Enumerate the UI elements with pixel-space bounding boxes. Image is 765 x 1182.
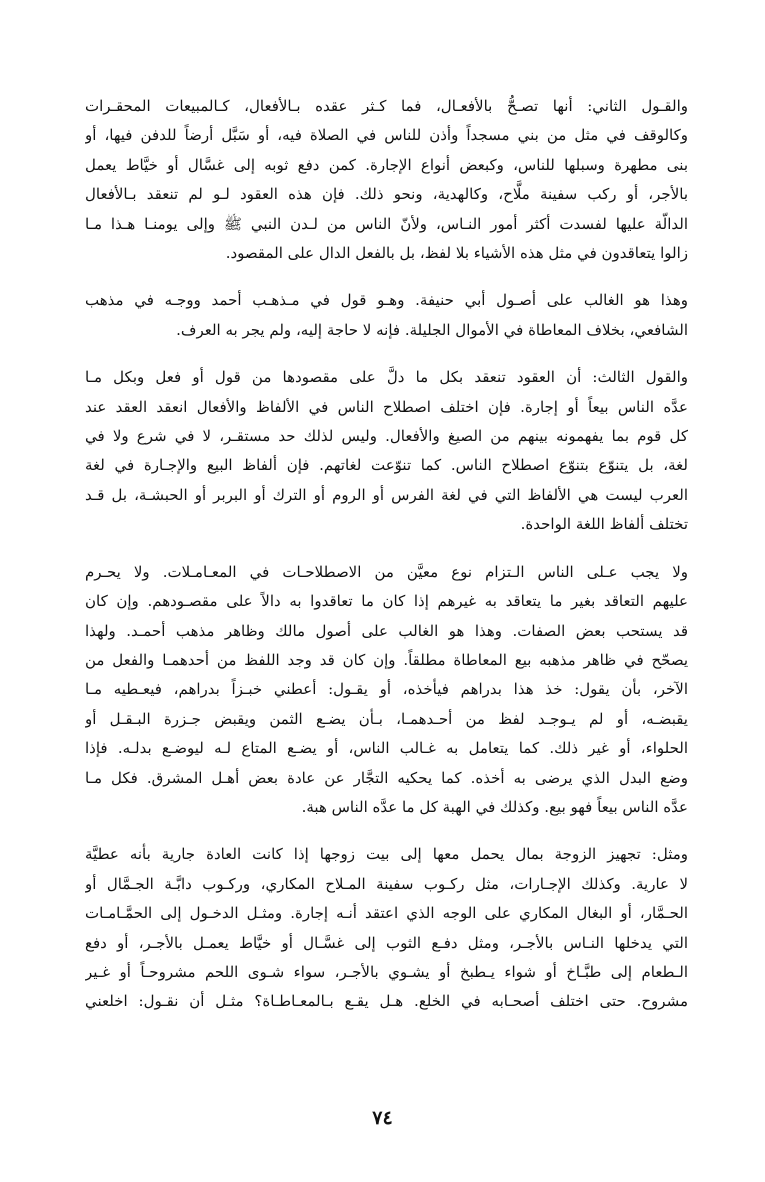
text-line: ولا يجب عـلى الناس الـتزام نوع معيَّن من الاصطلاحـات في المعـامـلات. ولا يحـرم (85, 562, 688, 581)
text-line: التي يدخلها النـاس بالأجـر، ومثل دفـع الثوب إلى غسَّـال أو خيَّاط يعمـل بالأجـر، أو دفع (85, 933, 688, 952)
book-page (85, 92, 688, 1035)
text-line: عدَّه الناس بيعاً أو إجارة. فإن اختلف اصطلاح الناس في الألفاظ والأفعال انعقد العقد عند (85, 397, 688, 416)
text-line: قد يستحب بعض الصفات. وهذا هو الغالب على أصول مالك وظاهر مذهب أحمـد. ولهذا (85, 621, 688, 640)
paragraph (85, 363, 688, 539)
text-line: وهذا هو الغالب على أصـول أبي حنيفة. وهـو قول في مـذهـب أحمد ووجـه في مذهب (85, 291, 688, 310)
text-line: والقول الثالث: أن العقود تنعقد بكل ما دلَّ على مقصودها من قول أو فعل وبكل مـا (85, 368, 688, 387)
paragraph (85, 92, 688, 268)
text-line: يقبضـه، أو لم يـوجـد لفظ من أحـدهمـا، بـأن يضـع الثمن ويقبض جـزرة البـقـل أو (85, 709, 688, 728)
text-line: وكالوقف في مثل من بني مسجداً وأذن للناس في الصلاة فيه، أو سَبَّل أرضاً للدفن فيها، أو (85, 126, 688, 145)
text-line: يصحّح في ظاهر مذهبه بيع المعاطاة مطلقاً. وإن كان قد وجد اللفظ من أحدهمـا والفعل من (85, 650, 688, 669)
paragraph (85, 558, 688, 823)
text-line: وضع البدل الذي يرضى به أخذه. كما يحكيه التجَّار عن عادة بعض أهـل المشرق. فكل مـا (85, 768, 688, 787)
text-line: والقـول الثاني: أنها تصـحُّ بالأفعـال، فما كـثر عقده بـالأفعال، كـالمبيعات المحقـرات (85, 97, 688, 115)
text-line: عليهم التعاقد بغير ما يتعاقد به غيرهم إذا كان ما تعاقدوا به دالاً على مقصـودهم. وإن كان (85, 592, 688, 611)
text-line: مشروح. حتى اختلف أصحـابه في الخلع. هـل يقـع بـالمعـاطـاة؟ مثـل أن نقـول: اخلعني (85, 992, 688, 1011)
text-line: الحلواء، أو غير ذلك. كما يتعامل به غـالب الناس، أو يضـع المتاع لـه ليوضـع بدلـه. فإذا (85, 739, 688, 758)
text-line: لغة، بل يتنوّع بتنوّع اصطلاح الناس. كما تنوّعت لغاتهم. فإن ألفاظ البيع والإجـارة في لغة (85, 456, 688, 475)
text-line: بنى مطهرة وسبلها للناس، وكبعض أنواع الإجارة. كمن دفع ثوبه إلى غسَّال أو خيَّاط يعمل (85, 155, 688, 174)
text-line: ومثل: تجهيز الزوجة بمال يحمل معها إلى بيت زوجها إذا كانت العادة جارية بأنه عطيَّة (85, 845, 688, 864)
text-line: الآخر، بأن يقول: خذ هذا بدراهم فيأخذه، أو يقـول: أعطني خبـزاً بدراهم، فيعـطيه مـا (85, 680, 688, 699)
text-line: عدَّه الناس بيعاً فهو بيع. وكذلك في الهبة كل ما عدَّه الناس هبة. (301, 797, 688, 816)
text-line: بالأجر، أو ركب سفينة ملَّاح، وكالهدية، ونحو ذلك. فإن هذه العقود لـو لم تنعقد بـالأفعال (85, 185, 688, 204)
text-line: تختلف ألفاظ اللغة الواحدة. (520, 515, 688, 534)
text-line: كل قوم بما يفهمونه بينهم من الصيغ والأفعال. وليس لذلك حد مستقـر، لا في شرع ولا في (85, 427, 688, 446)
paragraph (85, 286, 688, 345)
text-line: الشافعي، بخلاف المعاطاة في الأموال الجليلة. فإنه لا حاجة إليه، ولم يجر به العرف. (176, 320, 688, 339)
text-line: العرب ليست هي الألفاظ التي في لغة الفرس أو الروم أو الترك أو البربر أو الحبشـة، بل قـد (85, 485, 688, 504)
text-line: الحـمَّار، أو البغال المكاري على الوجه الذي اعتقد أنـه إجارة. ومثـل الدخـول إلى الحمَّـامـات (85, 904, 688, 923)
text-line: الدالّة عليها لفسدت أكثر أمور النـاس، ولأنّ الناس من لـدن النبي ﷺ وإلى يومنـا هـذا مـا (85, 214, 688, 233)
text-line: زالوا يتعاقدون في مثل هذه الأشياء بلا لفظ، بل بالفعل الدال على المقصود. (225, 244, 688, 263)
page-number: ٧٤ (372, 1107, 393, 1129)
text-line: الـطعام إلى طبَّـاخ أو شواء يـطبخ أو يشـوي بالأجـر، سواء شـوى اللحم مشروحـاً أو غـير (85, 962, 688, 981)
paragraph (85, 840, 688, 1016)
text-line: لا عارية. وكذلك الإجـارات، مثل ركـوب سفينة المـلاح المكاري، وركـوب دابَّـة الجـمَّال أو (85, 874, 688, 893)
